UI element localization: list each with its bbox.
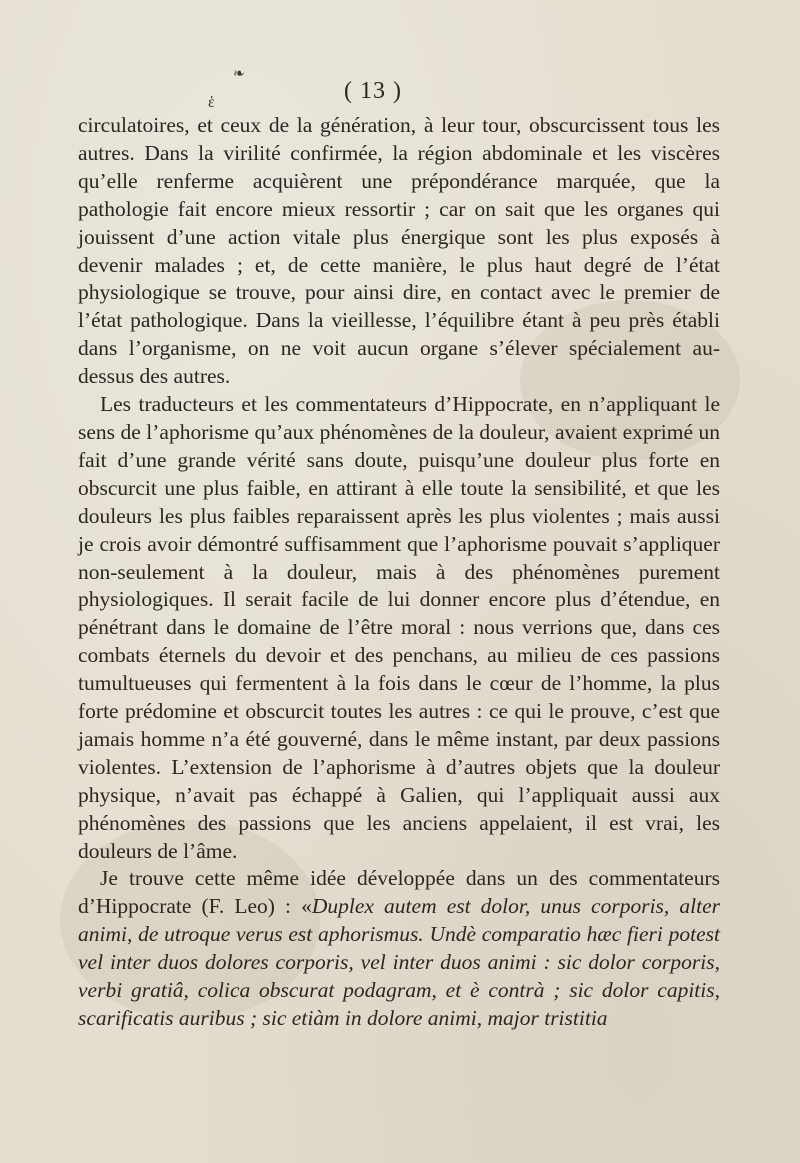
paragraph-2: Les traducteurs et les commentateurs d’Hippocrate, en n’appliquant le sens de l’aphorisme qu’aux phénomènes de la douleur, avaient exprimé un fait d’une grande vérité sans doute, puisqu’une douleur plus forte en obscurcit une plus faible, en attirant à elle toute la sensibilité, et que les douleurs les plus faibles reparaissent après les plus violentes ; mais aussi je crois avoir démontré suffisamment que l’aphorisme pouvait s’appliquer non-seulement à la douleur, mais à des phénomènes purement physiologiques. Il serait facile de lui donner encore plus d’étendue, en pénétrant dans le domaine de l’être moral : nous verrions que, dans ces combats éternels du devoir et des penchans, au milieu de ces passions tumultueuses qui fermentent à la fois dans le cœur de l’homme, la plus forte prédomine et obscurcit toutes les autres : ce qui le prouve, c’est que jamais homme n’a été gouverné, dans le même instant, par deux passions violentes. L’extension de l’aphorisme à d’autres objets que la douleur physique, n’avait pas échappé à Galien, qui l’appliquait aussi aux phénomènes des passions que les anciens appelaient, il est vrai, les douleurs de l’âme. — [78, 392, 720, 863]
ink-mark: ἑ — [208, 94, 215, 111]
paragraph-1: circulatoires, et ceux de la génération, à leur tour, obscurcissent tous les autres. Dans la virilité confirmée, la région abdominale et les viscères qu’elle renferme acquièrent une prépondérance marquée, que la pathologie fait encore mieux ressortir ; car on sait que les organes qui jouissent d’une action vitale plus énergique sont les plus exposés à devenir malades ; et, de cette manière, le plus haut degré de l’état physiologique se trouve, pour ainsi dire, en contact avec le premier de l’état pathologique. Dans la vieillesse, l’équilibre étant à peu près établi dans l’organisme, on ne voit aucun organe s’élever spécialement au-dessus des autres. — [78, 113, 720, 389]
page-header — [0, 78, 800, 108]
paragraph-3 — [78, 865, 720, 1032]
body-text — [78, 112, 720, 1033]
latin-quotation: Duplex autem est dolor, unus corporis, alter animi, de utroque verus est aphorismus. Undè comparatio hæc fieri potest vel inter duos dolores corporis, vel inter duos animi : sic dolor corporis, verbi gratiâ, colica obscurat podagram, et è contrà ; sic dolor capitis, scarificatis auribus ; sic etiàm in dolore animi, major tristitia — [78, 894, 720, 1030]
page-number: ( 13 ) — [344, 78, 402, 104]
paragraph-3-intro: Je trouve cette même idée développée dans un des commentateurs d’Hippocrate (F. Leo) : « — [78, 866, 720, 919]
ink-mark: ❧ — [233, 67, 245, 82]
